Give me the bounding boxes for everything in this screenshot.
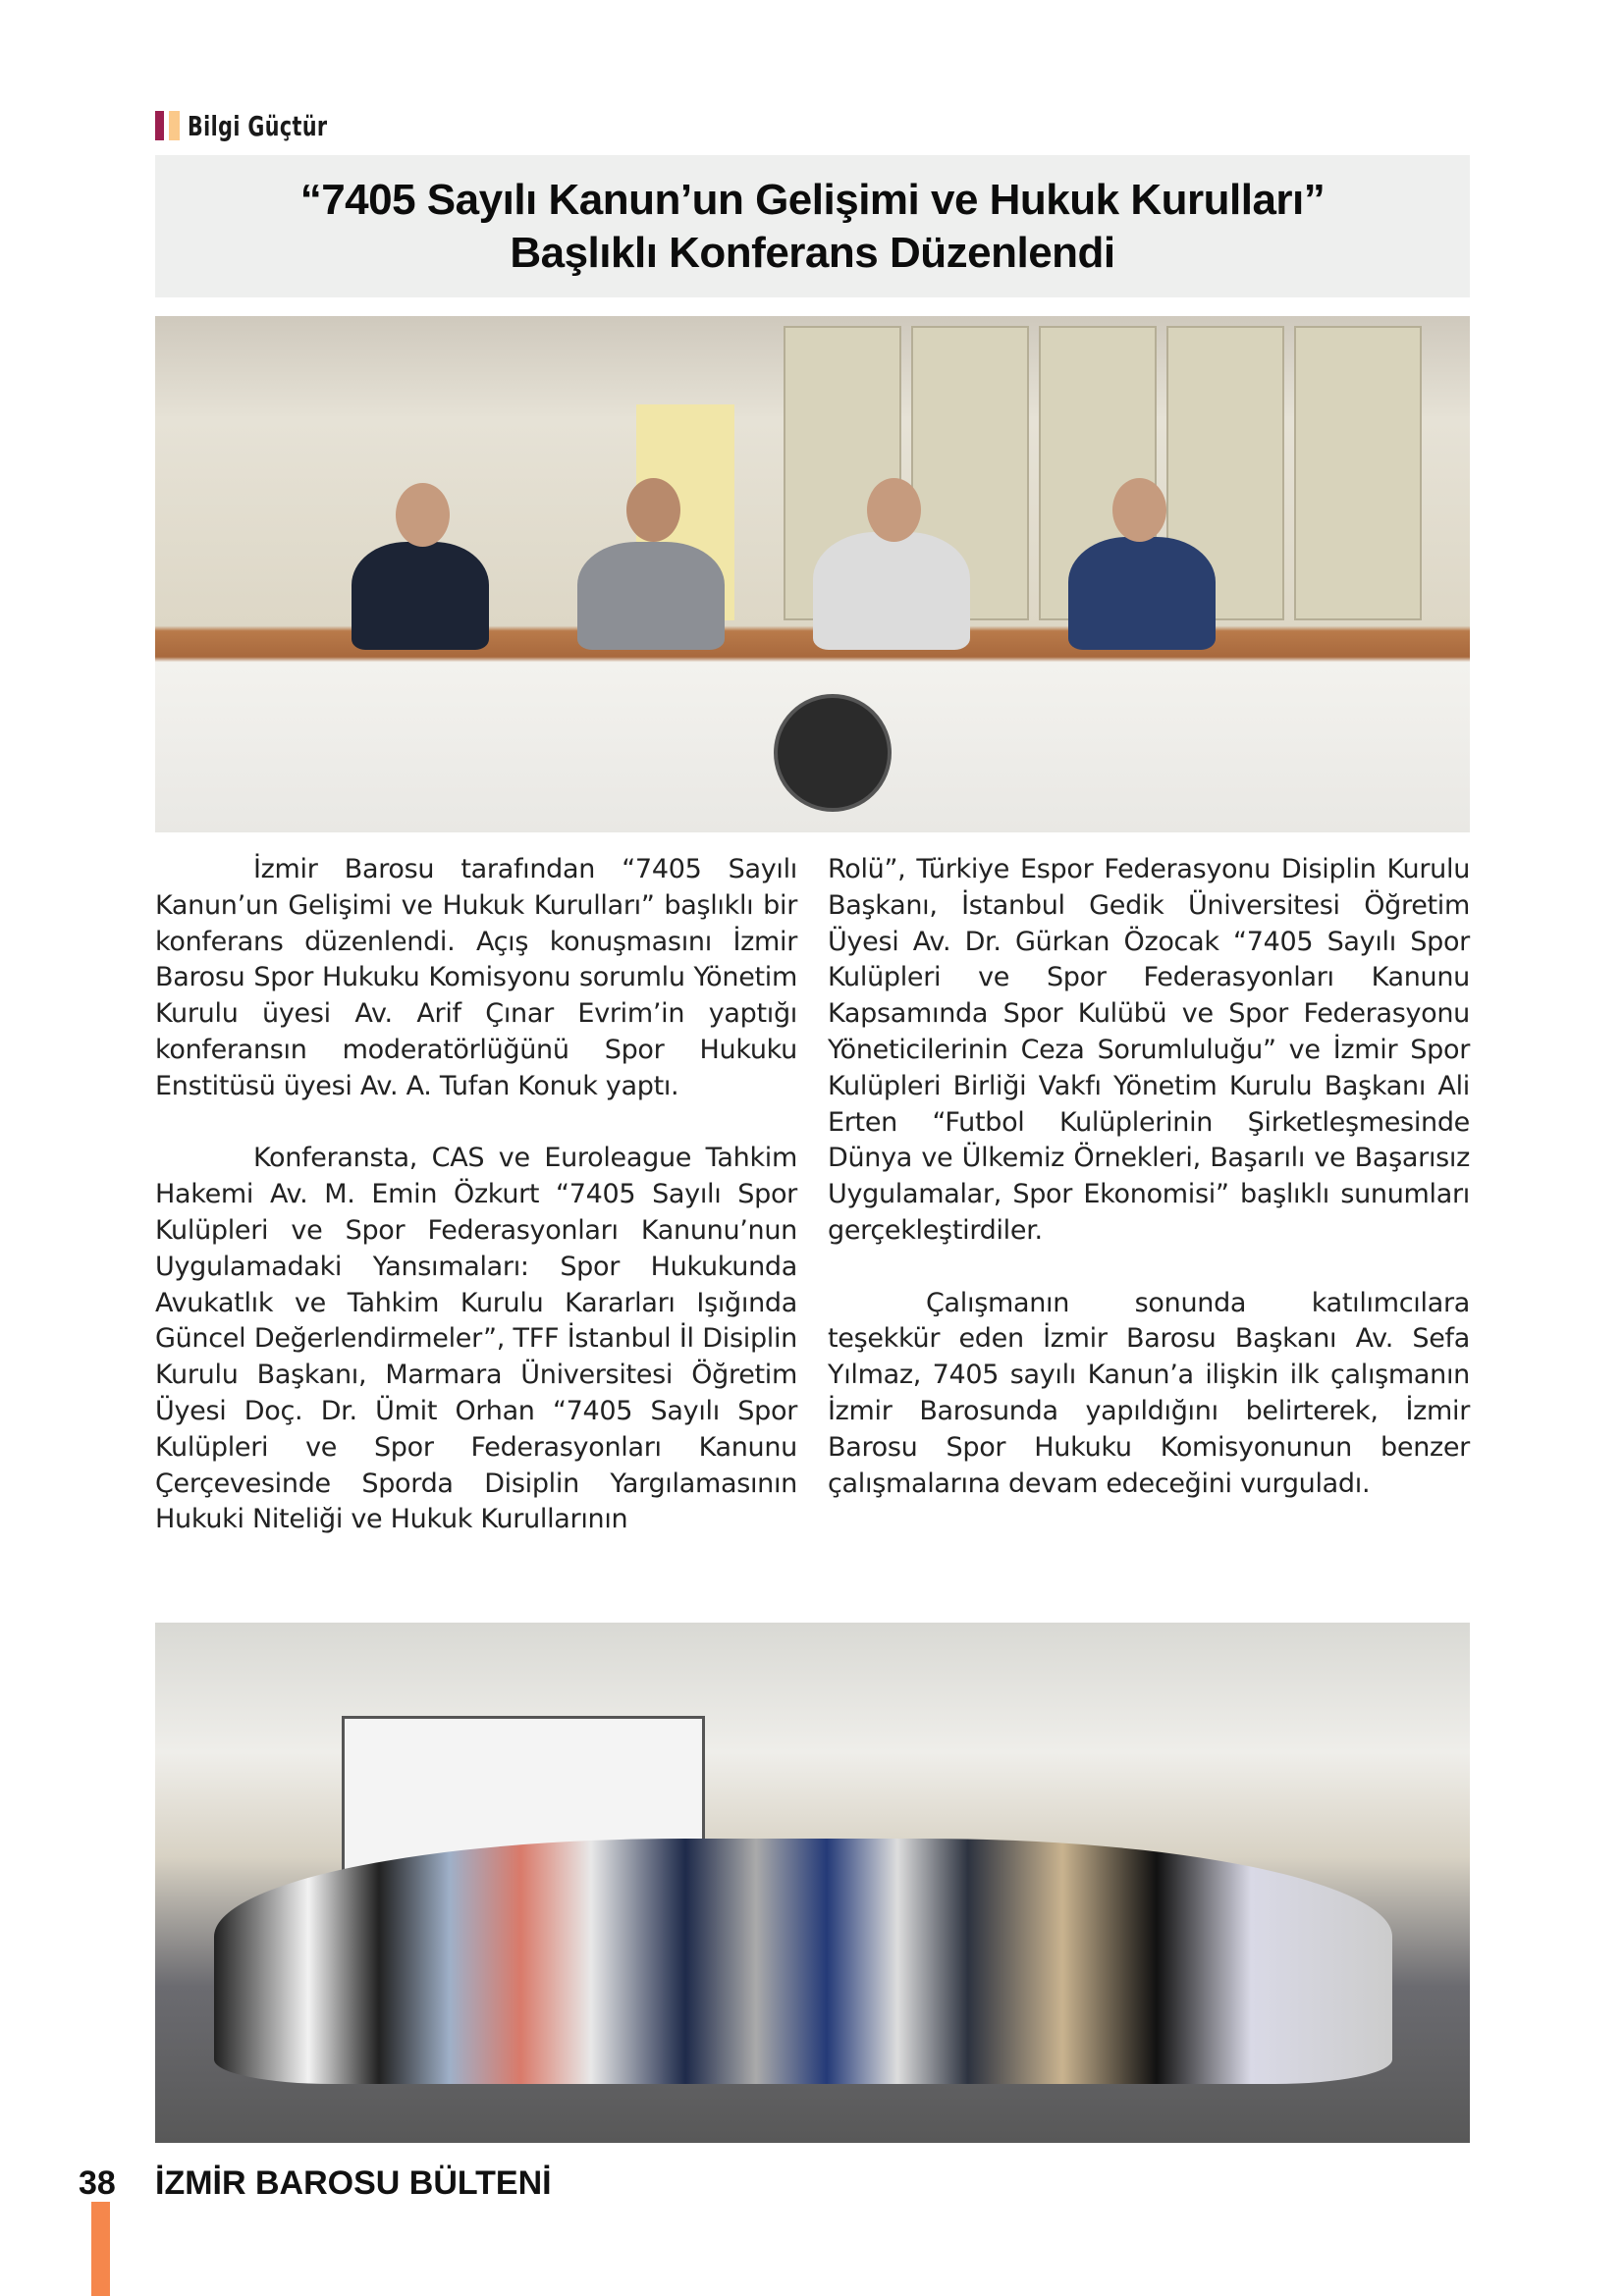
section-label [155, 108, 358, 143]
article-title-line1: “7405 Sayılı Kanun’un Gelişimi ve Hukuk Kurulları” [299, 175, 1326, 224]
section-bar-maroon [155, 111, 164, 140]
footer-accent-bar [91, 2202, 110, 2296]
article-column-left [155, 852, 797, 1538]
article-title-line2: Başlıklı Konferans Düzenlendi [510, 228, 1115, 277]
article-column-right [828, 852, 1470, 1538]
conference-panel-photo [155, 316, 1470, 832]
article-paragraph-1: İzmir Barosu tarafından “7405 Sayılı Kanun’un Gelişimi ve Hukuk Kurulları” başlıklı bir konferans düzenlendi. Açış konuşmasını İzmir Barosu Spor Hukuku Komisyonu sorumlu Yönetim Kurulu üyesi Av. Arif Çınar Evrim’in yaptığı konferansın moderatörlüğünü Spor Hukuku Enstitüsü üyesi Av. A. Tufan Konuk yaptı. [155, 854, 797, 1101]
group-photo [155, 1623, 1470, 2143]
page-number: 38 [79, 2164, 116, 2202]
section-label-text: Bilgi Güçtür [188, 109, 328, 142]
article-paragraph-2-start: Konferansta, CAS ve Euroleague Tahkim Hakemi Av. M. Emin Özkurt “7405 Sayılı Spor Kulüpleri ve Spor Federasyonları Kanunu’nun Uygulamadaki Yansımaları: Spor Hukukunda Avukatlık ve Tahkim Kurulu Kararları Işığında Güncel Değerlendirmeler”, TFF İstanbul İl Disiplin Kurulu Başkanı, Marmara Üniversitesi Öğretim Üyesi Doç. Dr. Ümit Orhan “7405 Sayılı Spor Kulüpleri ve Spor Federasyonları Kanunu Çerçevesinde Sporda Disiplin Yargılamasının Hukuki Niteliği ve Hukuk Kurullarının [155, 1143, 797, 1535]
article-title-box [155, 155, 1470, 297]
article-paragraph-3: Çalışmanın sonunda katılımcılara teşekkür eden İzmir Barosu Başkanı Av. Sefa Yılmaz, 7405 sayılı Kanun’a ilişkin ilk çalışmanın İzmir Barosunda yapıldığını belirterek, İzmir Barosu Spor Hukuku Komisyonunun benzer çalışmalarına devam edeceğini vurguladı. [828, 1287, 1470, 1499]
bar-seal [774, 694, 892, 812]
publication-name: İZMİR BAROSU BÜLTENİ [155, 2164, 552, 2202]
article-paragraph-2-end: Rolü”, Türkiye Espor Federasyonu Disiplin Kurulu Başkanı, İstanbul Gedik Üniversitesi Öğretim Üyesi Av. Dr. Gürkan Özocak “7405 Sayılı Spor Kulüpleri ve Spor Federasyonları Kanunu Kapsamında Spor Kulübü ve Spor Federasyonu Yöneticilerinin Ceza Sorumluluğu” ve İzmir Spor Kulüpleri Birliği Vakfı Yönetim Kurulu Başkanı Ali Erten “Futbol Kulüplerinin Şirketleşmesinde Dünya ve Ülkemiz Örnekleri, Başarılı ve Başarısız Uygulamalar, Spor Ekonomisi” başlıklı sunumları gerçekleştirdiler. [828, 854, 1470, 1246]
section-bar-peach [169, 111, 180, 140]
